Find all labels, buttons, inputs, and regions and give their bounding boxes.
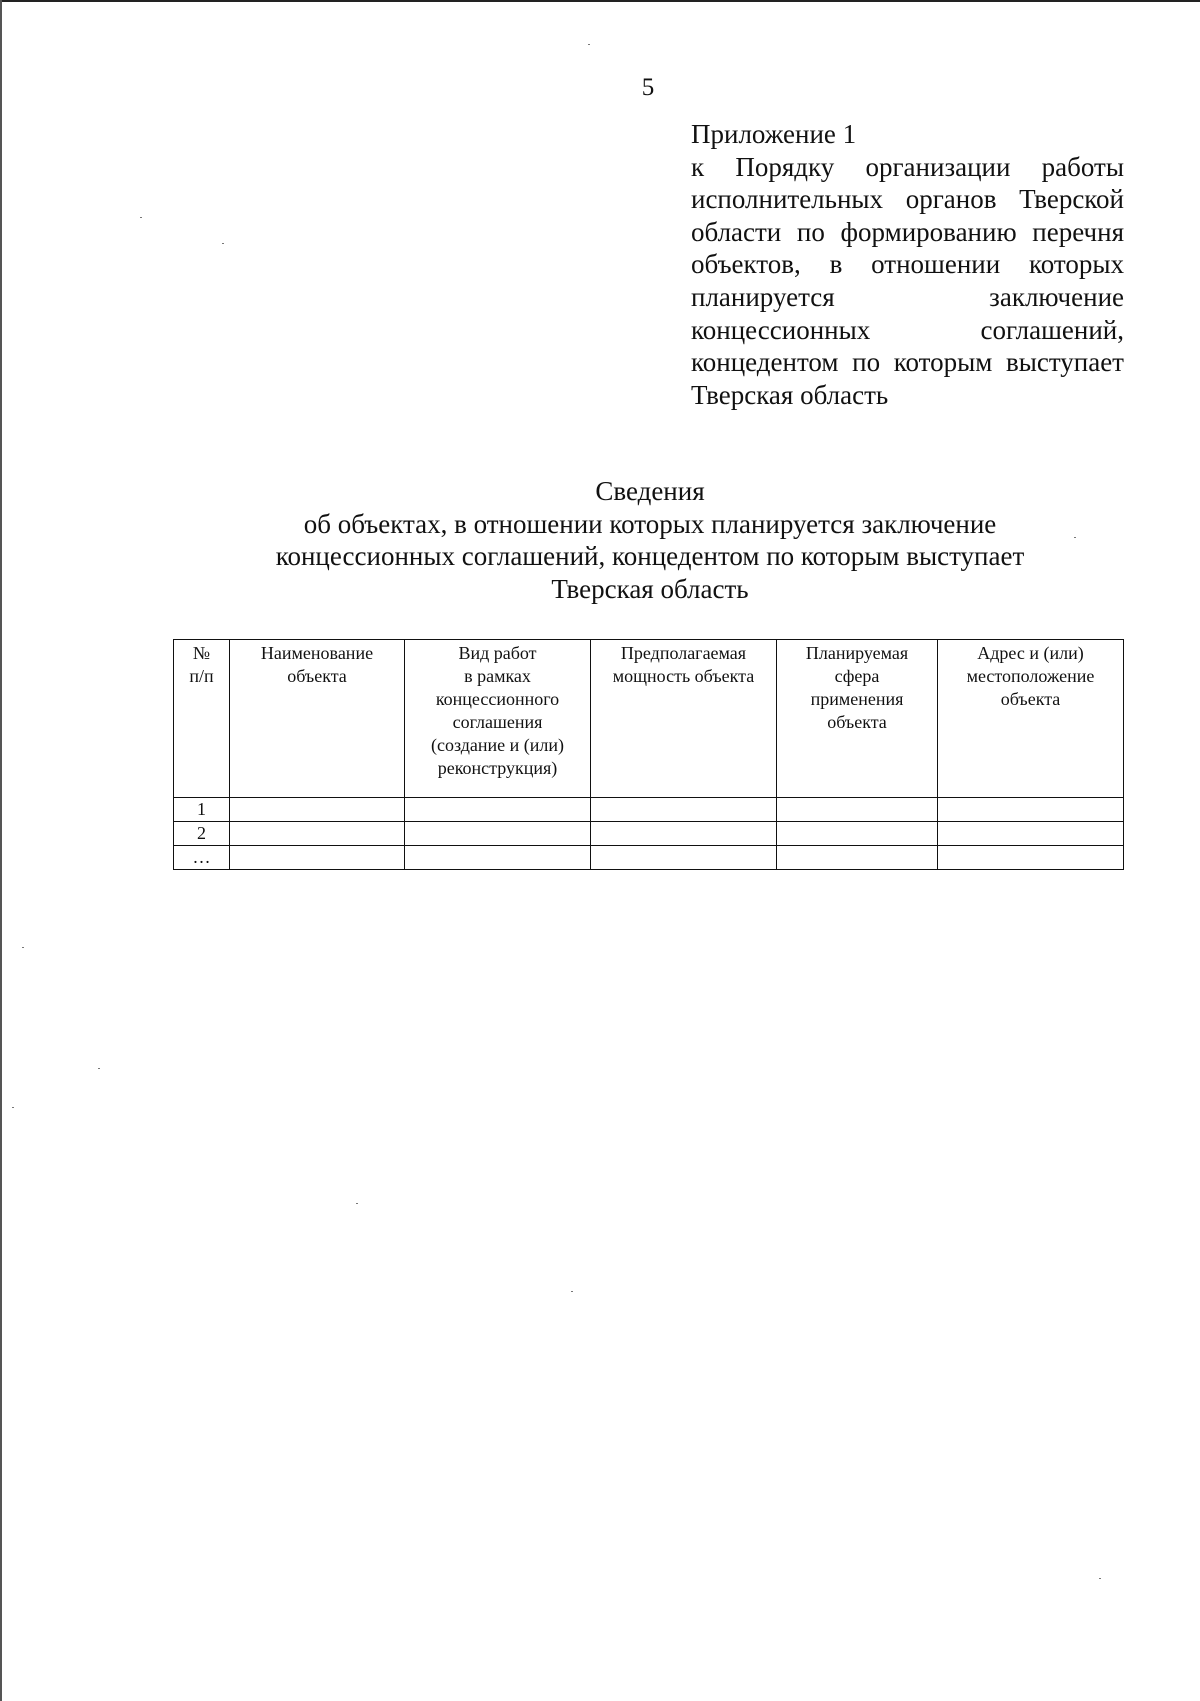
scan-edge-top (0, 0, 1200, 2)
header-line: Вид работ (458, 643, 537, 663)
scan-speck (12, 1107, 14, 1108)
scan-speck (222, 243, 224, 244)
table-cell (938, 798, 1124, 822)
header-line: № (192, 643, 211, 663)
table-header-row (174, 640, 1124, 798)
table-cell (938, 846, 1124, 870)
table-cell: 2 (174, 822, 230, 846)
heading-line-1: Сведения (595, 476, 705, 506)
table-cell (405, 846, 591, 870)
appendix-block (691, 118, 1124, 411)
header-line: Наименование (260, 643, 374, 663)
header-line: Планируемая (805, 643, 909, 663)
table-cell (405, 798, 591, 822)
table-cell (938, 822, 1124, 846)
heading-line-3: концессионных соглашений, концедентом по которым выступает (275, 541, 1025, 571)
table-row (174, 846, 1124, 870)
header-object-name (230, 640, 405, 798)
scan-speck (140, 217, 142, 218)
header-line: объекта (1000, 689, 1061, 709)
table-cell (591, 798, 777, 822)
table-cell (230, 822, 405, 846)
header-line: Предполагаемая (620, 643, 747, 663)
heading-line-2: об объектах, в отношении которых планируется заключение (303, 508, 997, 539)
heading-line-4: Тверская область (551, 573, 749, 604)
appendix-text: к Порядку организации работы исполнительных органов Тверской области по формированию перечня объектов, в отношении которых планируется заключение концессионных соглашений, концедентом по которым выступает Тверская область (691, 151, 1124, 410)
header-line: концессионного (435, 689, 560, 709)
header-number (174, 640, 230, 798)
table-cell (405, 822, 591, 846)
scan-speck (22, 947, 24, 948)
header-line: (создание и (или) (430, 735, 565, 755)
header-work-type (405, 640, 591, 798)
header-line: местоположение (966, 666, 1095, 686)
header-line: п/п (189, 666, 214, 686)
table-cell (777, 798, 938, 822)
scan-speck (98, 1068, 100, 1069)
table-row (174, 798, 1124, 822)
appendix-title: Приложение 1 (691, 119, 857, 149)
header-line: Адрес и (или) (977, 643, 1084, 663)
header-line: соглашения (452, 712, 543, 732)
table-cell (230, 846, 405, 870)
header-line: в рамках (464, 666, 531, 686)
scan-edge-left (0, 0, 2, 1701)
header-line: объекта (287, 666, 347, 686)
header-line: мощность объекта (612, 666, 755, 686)
header-capacity (591, 640, 777, 798)
scan-speck (356, 1203, 358, 1204)
table-row (174, 822, 1124, 846)
header-line: применения (810, 689, 904, 709)
header-line: сфера (834, 666, 880, 686)
table-cell: 1 (174, 798, 230, 822)
table-cell (230, 798, 405, 822)
table-cell: … (174, 846, 230, 870)
table-cell (591, 846, 777, 870)
header-application-area (777, 640, 938, 798)
table-cell (777, 822, 938, 846)
objects-table (173, 639, 1124, 870)
page-number: 5 (641, 74, 655, 101)
scan-speck (588, 44, 590, 45)
scan-speck (1074, 537, 1076, 538)
header-address (938, 640, 1124, 798)
table-cell (591, 822, 777, 846)
document-heading (160, 475, 1140, 605)
header-line: объекта (827, 712, 887, 732)
header-line: реконструкция) (437, 758, 558, 778)
table-cell (777, 846, 938, 870)
scan-speck (571, 1291, 573, 1292)
scan-speck (1099, 1578, 1101, 1579)
